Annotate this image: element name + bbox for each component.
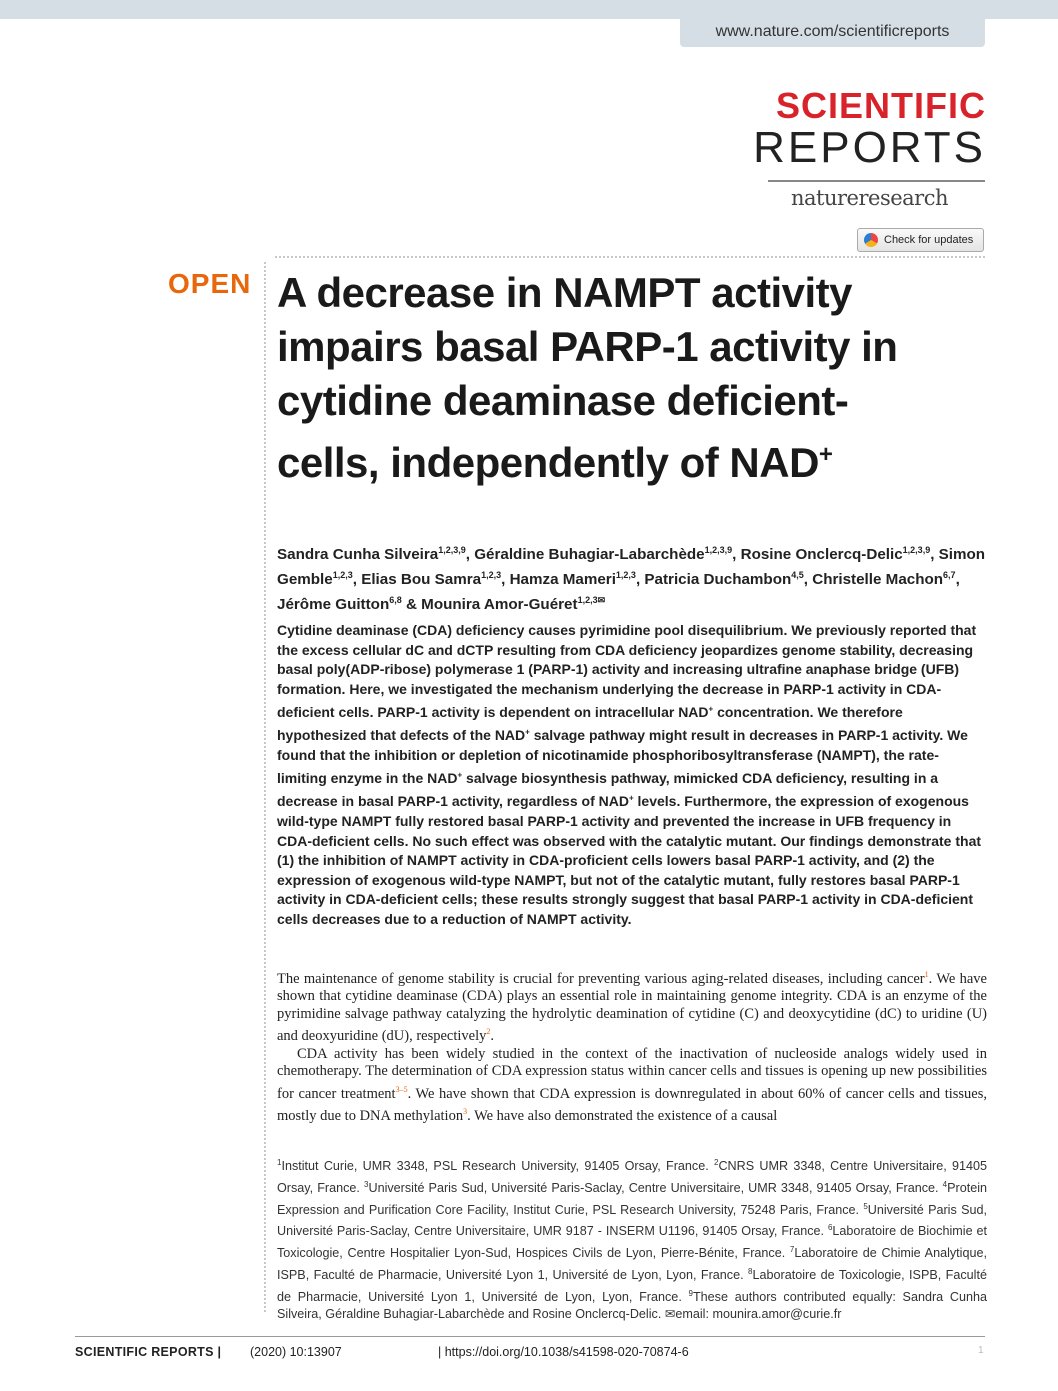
author-name[interactable]: Géraldine Buhagiar-Labarchède xyxy=(474,546,705,564)
author-name[interactable]: Rosine Onclercq-Delic xyxy=(740,546,903,564)
affiliation-number: 6 xyxy=(827,1223,833,1233)
author-affiliation-ref: 1,2,3,9 xyxy=(438,545,466,555)
check-for-updates-label: Check for updates xyxy=(884,234,974,246)
author-name[interactable]: Sandra Cunha Silveira xyxy=(277,546,439,564)
affiliation-text: Laboratoire de Biochimie et Toxicologie, Centre Hospitalier Lyon-Sud, Hospices Civils de Lyon, Pierre-Bénite, France. xyxy=(277,1224,987,1261)
footer-rule xyxy=(75,1336,985,1337)
author-affiliation-ref: 6,8 xyxy=(389,595,402,606)
publisher-logo: natureresearch xyxy=(791,186,948,210)
affiliation-text: Université Paris Sud, Université Paris-Saclay, Centre Universitaire, UMR 9187 - INSERM U1196, 91405 Orsay, France. xyxy=(277,1202,987,1239)
author-affiliation-ref: 1,2,3 xyxy=(615,570,636,581)
citation-ref[interactable]: 2 xyxy=(486,1027,491,1037)
journal-logo-reports: REPORTS xyxy=(753,123,986,172)
abstract xyxy=(277,621,987,930)
corresponding-email[interactable]: ✉email: mounira.amor@curie.fr xyxy=(664,1307,842,1322)
affiliation-text: Laboratoire de Chimie Analytique, ISPB, Faculté de Pharmacie, Université Lyon 1, Université de Lyon, Lyon, France. xyxy=(277,1246,987,1283)
body-paragraph: The maintenance of genome stability is crucial for preventing various aging-related diseases, including cancer$^1$. We have shown that cytidine deaminase (CDA) plays an essential role in maintaining genome integrity. CDA is an enzyme of the pyrimidine salvage pathway catalyzing the hydrolytic deamination of cytidine (C) and deoxycytidine (dC) to uridine (U) and deoxyuridine (dU), respectively$^2$. xyxy=(277,970,987,1045)
author-name[interactable]: Mounira Amor-Guéret xyxy=(421,596,578,614)
author-name[interactable]: Christelle Machon xyxy=(812,571,944,589)
affiliation-text: Université Paris Sud, Université Paris-Saclay, Centre Universitaire, UMR 3348, 91405 Orsay, France. xyxy=(368,1180,943,1195)
footer-doi-link[interactable]: | https://doi.org/10.1038/s41598-020-70874-6 xyxy=(438,1345,689,1359)
author-affiliation-ref: 1,2,3 xyxy=(481,570,502,581)
affiliation-number: 7 xyxy=(789,1245,795,1255)
author-affiliation-ref: 4,5 xyxy=(791,570,804,581)
top-banner xyxy=(0,0,1058,19)
journal-url-link[interactable]: www.nature.com/scientificreports xyxy=(680,19,985,47)
affiliation-text: Institut Curie, UMR 3348, PSL Research University, 91405 Orsay, France. xyxy=(281,1159,714,1174)
citation-ref[interactable]: 3 xyxy=(463,1106,468,1116)
affiliation-text: Protein Expression and Purification Core Facility, Institut Curie, PSL Research University, 75248 Paris, France. xyxy=(277,1180,987,1217)
footer-journal: SCIENTIFIC REPORTS | xyxy=(75,1345,222,1359)
author-affiliation-ref: 1,2,3✉ xyxy=(577,595,606,606)
affiliations xyxy=(277,1154,987,1324)
crossmark-icon xyxy=(864,233,878,247)
affiliation-text: CNRS UMR 3348, Centre Universitaire, 91405 Orsay, France. xyxy=(277,1159,987,1195)
author-list: Sandra Cunha Silveira$^{1,2,3,9}$, Géraldine Buhagiar-Labarchède$^{1,2,3,9}$, Rosine Onclercq-Delic$^{1,2,3,9}$, Simon Gemble$^{1,2,3}$, Elias Bou Samra$^{1,2,3}$, Hamza Mameri$^{1,2,3}$, Patricia Duchambon$^{4,5}$, Christelle Machon$^{6,7}$, Jérôme Guitton$^{6,8}$ & Mounira Amor-Guéret$^{1,2,3✉}$ xyxy=(277,545,986,614)
article-title-text: A decrease in NAMPT activity impairs basal PARP-1 activity in cytidine deaminase deficient-cells, independently of NAD+ xyxy=(277,269,898,486)
body-paragraph: CDA activity has been widely studied in the context of the inactivation of nucleoside analogs widely used in chemotherapy. The determination of CDA expression status within cancer cells and tissues is opening up new possibilities for cancer treatment$^{3-5}$. We have shown that CDA expression is downregulated in about 60% of cancer cells and tissues, mostly due to DNA methylation$^3$. We have also demonstrated the existence of a causal xyxy=(277,1045,988,1124)
affiliation-number: 3 xyxy=(364,1179,369,1189)
author-affiliation-ref: 1,2,3,9 xyxy=(902,545,931,555)
author-name[interactable]: Jérôme Guitton xyxy=(277,596,390,614)
logo-divider xyxy=(768,180,985,182)
header-dotted-divider xyxy=(275,256,985,258)
affiliation-number: 2 xyxy=(714,1158,719,1167)
article-title xyxy=(277,266,917,490)
open-access-label: OPEN xyxy=(168,268,252,299)
affiliation-number: 8 xyxy=(748,1266,753,1276)
check-for-updates-button[interactable] xyxy=(857,228,984,252)
author-name[interactable]: Elias Bou Samra xyxy=(361,571,482,589)
body-text xyxy=(277,966,987,1125)
citation-ref[interactable]: 1 xyxy=(924,970,929,979)
affiliation-text: These authors contributed equally: Sandra Cunha Silveira, Géraldine Buhagiar-Labarchède and Rosine Onclercq-Delic. xyxy=(277,1289,987,1322)
affiliation-number: 9 xyxy=(688,1288,693,1298)
author-name[interactable]: Simon Gemble xyxy=(277,546,986,589)
citation-ref[interactable]: 3–5 xyxy=(395,1084,408,1094)
author-affiliation-ref: 1,2,3,9 xyxy=(704,545,733,555)
journal-logo-scientific: SCIENTIFIC xyxy=(775,85,986,126)
abstract-text: Cytidine deaminase (CDA) deficiency causes pyrimidine pool disequilibrium. We previously reported that the excess cellular dC and dCTP resulting from CDA deficiency jeopardizes genome stability, decreasing basal poly(ADP-ribose) polymerase 1 (PARP-1) activity and increasing ultrafine anaphase bridge (UFB) formation. Here, we investigated the mechanism underlying the decrease in PARP-1 activity in CDA-deficient cells. PARP-1 activity is dependent on intracellular NAD+ concentration. We therefore hypothesized that defects of the NAD+ salvage pathway might result in decreases in PARP-1 activity. We found that the inhibition or depletion of nicotinamide phosphoribosyltransferase (NAMPT), the rate-limiting enzyme in the NAD+ salvage biosynthesis pathway, mimicked CDA deficiency, resulting in a decrease in basal PARP-1 activity, regardless of NAD+ levels. Furthermore, the expression of exogenous wild-type NAMPT fully restored basal PARP-1 activity and prevented the increase in UFB frequency in CDA-deficient cells. No such effect was observed with the catalytic mutant. Our findings demonstrate that (1) the inhibition of NAMPT activity in CDA-proficient cells lowers basal PARP-1 activity, and (2) the expression of exogenous wild-type NAMPT, but not of the catalytic mutant, fully restores basal PARP-1 activity in CDA-deficient cells; these results strongly suggest that basal PARP-1 activity in CDA-deficient cells decreases due to a reduction of NAMPT activity. xyxy=(277,622,982,927)
affiliation-number: 1 xyxy=(277,1158,282,1167)
margin-dotted-divider xyxy=(264,262,266,1312)
footer-citation: (2020) 10:13907 xyxy=(250,1345,342,1359)
author-name[interactable]: Patricia Duchambon xyxy=(644,571,792,589)
affiliation-number: 4 xyxy=(942,1179,948,1189)
author-affiliation-ref: 1,2,3 xyxy=(332,570,353,581)
affiliation-text: Laboratoire de Toxicologie, ISPB, Faculté de Pharmacie, Université Lyon 1, Université de Lyon, Lyon, France. xyxy=(277,1268,987,1304)
affiliation-number: 5 xyxy=(863,1201,868,1211)
author-affiliation-ref: 6,7 xyxy=(943,570,956,581)
page-number: 1 xyxy=(978,1345,984,1356)
author-name[interactable]: Hamza Mameri xyxy=(509,571,616,589)
